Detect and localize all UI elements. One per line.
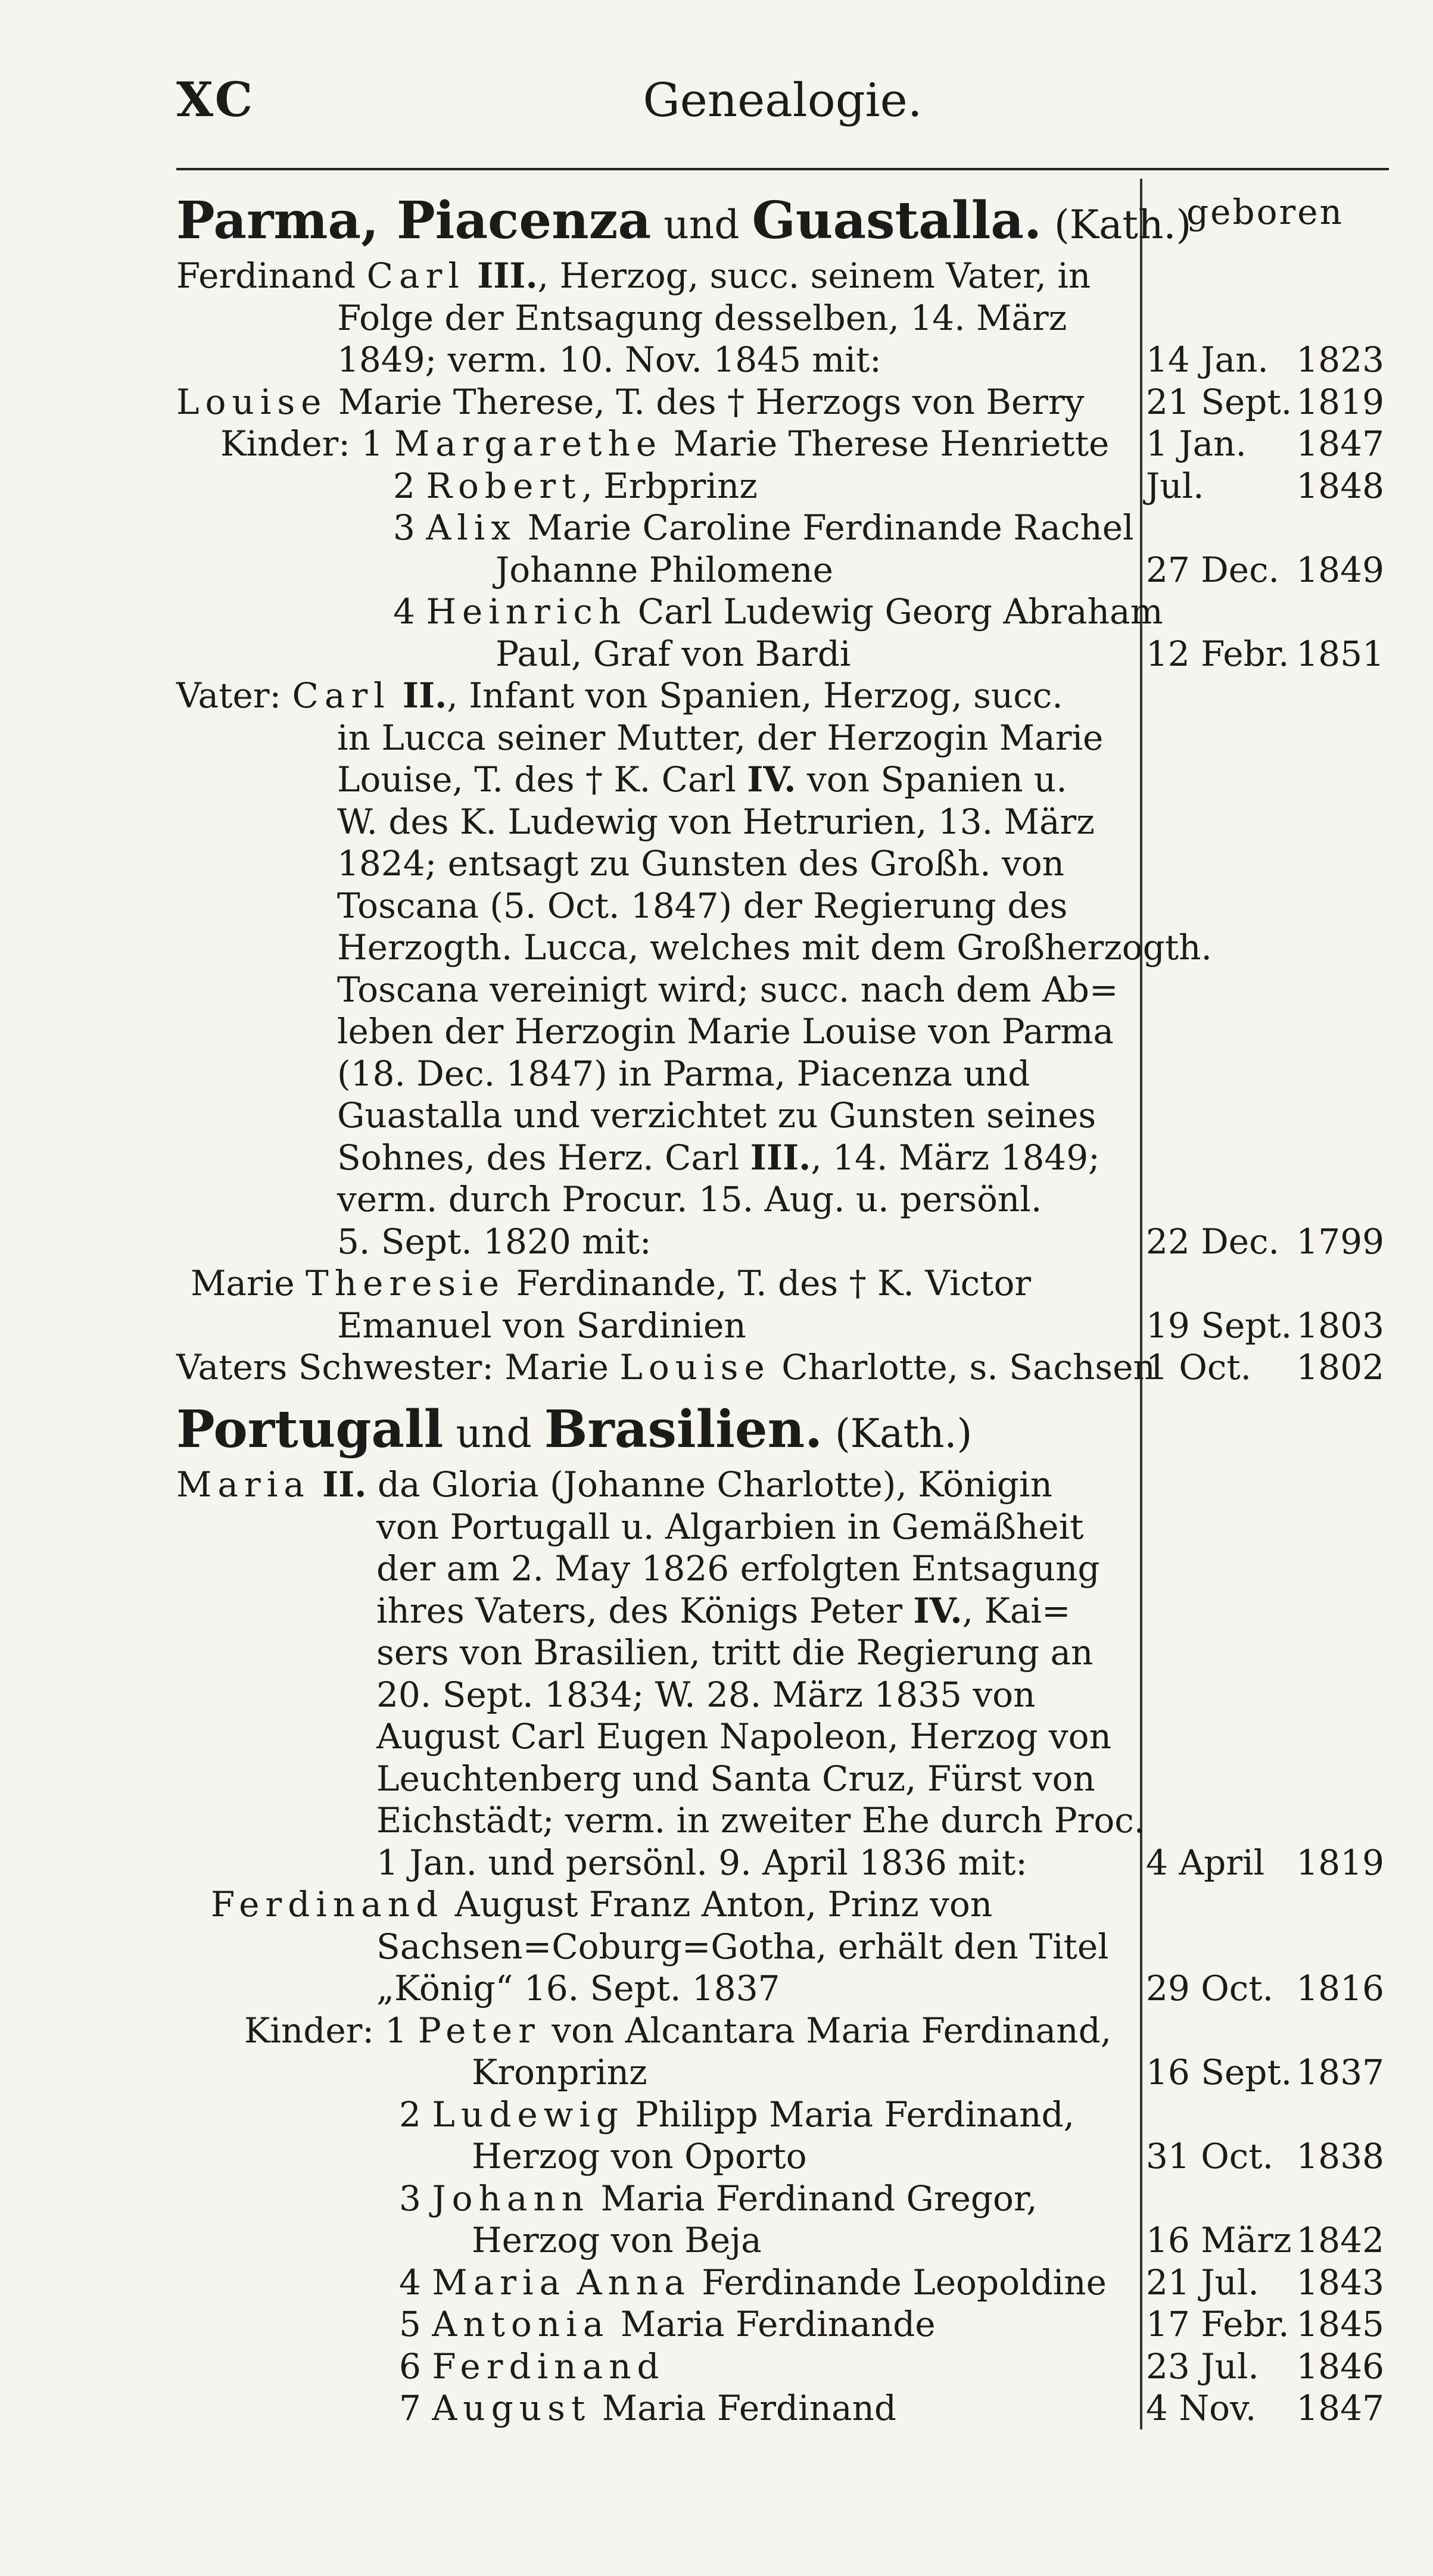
entry-text: [337, 717, 1135, 759]
entry-text: [376, 1800, 1145, 1841]
running-title: Genealogie.: [643, 74, 923, 127]
entry-line: [0, 1548, 1433, 1589]
entry-text-segment: Heinrich: [426, 591, 627, 632]
entry-line: [0, 717, 1433, 759]
entry-text-segment: , Erbprinz: [581, 465, 758, 506]
section-title: [176, 191, 1192, 251]
entry-line: [0, 843, 1433, 884]
entry-text-segment: Maria Ferdinande: [609, 2304, 936, 2344]
entry-text: [393, 465, 1135, 507]
entry-text: [399, 2303, 1135, 2345]
entry-text-segment: 20. Sept. 1834; W. 28. März 1835 von: [376, 1674, 1036, 1715]
entry-text: [472, 2135, 1135, 2177]
entry-text-segment: Ludewig: [432, 2094, 624, 2135]
birth-date: [1146, 339, 1390, 381]
entry-text-segment: 7: [399, 2388, 432, 2428]
entry-text: [376, 1674, 1135, 1716]
entry-text-segment: Vater:: [176, 675, 292, 716]
birth-date-year: 1819: [1296, 381, 1384, 422]
section-title-second: Brasilien.: [544, 1399, 823, 1459]
entry-text: [176, 381, 1135, 423]
entry-text: [337, 927, 1212, 968]
entry-text: [496, 549, 1135, 591]
entry-text-segment: 5: [399, 2304, 432, 2344]
entry-text-segment: Maria Ferdinand: [591, 2388, 897, 2428]
birth-date-year: 1816: [1296, 1968, 1384, 2009]
entry-text-segment: der am 2. May 1826 erfolgten Entsagung: [376, 1548, 1100, 1589]
entry-text-segment: Eichstädt; verm. in zweiter Ehe durch Proc.: [376, 1800, 1145, 1841]
section-title: [176, 1399, 1135, 1459]
entry-text-segment: Carl: [366, 255, 465, 296]
entry-text-segment: III.: [750, 1137, 811, 1178]
entry-line: [0, 759, 1433, 800]
entry-text-segment: Johann: [432, 2178, 590, 2219]
entry-text: [376, 1842, 1135, 1883]
entry-line: [0, 2303, 1433, 2345]
birth-date-day: 12 Febr.: [1146, 633, 1289, 674]
birth-date-day: 17 Febr.: [1146, 2304, 1289, 2344]
entry-text-segment: 1 Jan. und persönl. 9. April 1836 mit:: [376, 1842, 1027, 1883]
birth-date-year: 1837: [1296, 2052, 1384, 2092]
birth-date-year: 1838: [1296, 2136, 1384, 2176]
entry-text-segment: Ferdinand: [176, 255, 367, 296]
birth-date-day: Jul.: [1146, 465, 1204, 506]
birth-date-day: 4 April: [1146, 1842, 1265, 1883]
entry-text: [337, 1221, 1135, 1262]
entry-text-segment: Charlotte, s. Sachsen: [770, 1347, 1155, 1387]
entry-text-segment: sers von Brasilien, tritt die Regierung an: [376, 1632, 1094, 1673]
section-title-second: Guastalla.: [752, 191, 1042, 251]
birth-date-day: 14 Jan.: [1146, 339, 1269, 380]
entry-line: [0, 2094, 1433, 2135]
entry-text-segment: W. des K. Ludewig von Hetrurien, 13. März: [337, 801, 1095, 842]
entry-text-segment: , 14. März 1849;: [811, 1137, 1100, 1178]
entry-text: [176, 1346, 1155, 1388]
entry-text-segment: IV.: [747, 759, 796, 800]
entry-text-segment: Louise: [619, 1347, 771, 1387]
birth-date: [1146, 2387, 1390, 2429]
entry-line: [0, 1926, 1433, 1967]
entry-line: [0, 1967, 1433, 2009]
birth-date: [1146, 2051, 1390, 2093]
entry-text-segment: Louise, T. des † K. Carl: [337, 759, 747, 800]
birth-date-year: 1851: [1296, 633, 1384, 674]
entry-line: [0, 1506, 1433, 1548]
entry-text-segment: 4: [399, 2262, 432, 2303]
entry-line: [0, 1716, 1433, 1757]
entry-text: [191, 1262, 1135, 1304]
entry-text-segment: Antonia: [432, 2304, 610, 2344]
page-header: [176, 71, 1389, 143]
birth-date-day: 16 Sept.: [1146, 2052, 1292, 2092]
entry-text: [393, 591, 1163, 632]
entry-line: [0, 675, 1433, 716]
birth-date: [1146, 2262, 1390, 2303]
entry-text: [337, 969, 1135, 1011]
entry-text: [399, 2178, 1135, 2219]
birth-date-year: 1848: [1296, 465, 1384, 506]
entry-text-segment: 5. Sept. 1820 mit:: [337, 1221, 652, 1262]
entry-line: [0, 969, 1433, 1011]
entry-line: [0, 1464, 1433, 1505]
entry-text-segment: „König“ 16. Sept. 1837: [376, 1968, 780, 2009]
entry-text-segment: Guastalla und verzichtet zu Gunsten seines: [337, 1095, 1096, 1136]
entry-text-segment: August Franz Anton, Prinz von: [444, 1884, 993, 1925]
birth-date: [1146, 633, 1390, 675]
entry-line: [0, 801, 1433, 843]
entry-line: [0, 465, 1433, 507]
entry-text-segment: 6: [399, 2346, 432, 2387]
entry-line: [0, 633, 1433, 675]
entry-text-segment: Toscana vereinigt wird; succ. nach dem Ab=: [337, 969, 1119, 1010]
section-title-join: und: [651, 202, 752, 248]
entry-line: [0, 1590, 1433, 1632]
entry-text-segment: , Herzog, succ. seinem Vater, in: [537, 255, 1091, 296]
entry-line: [0, 381, 1433, 423]
entry-text: [337, 339, 1135, 381]
entry-text: [337, 1178, 1135, 1220]
entry-text-segment: Maria: [432, 2262, 566, 2303]
entry-text: [176, 255, 1135, 297]
section-title-main: Parma, Piacenza: [176, 191, 652, 251]
birth-date-day: 16 März: [1146, 2220, 1292, 2260]
entry-line: [0, 297, 1433, 339]
birth-date: [1146, 1305, 1390, 1346]
entry-text-segment: Marie: [191, 1263, 306, 1303]
entry-text-segment: leben der Herzogin Marie Louise von Parma: [337, 1011, 1114, 1052]
entry-line: [0, 591, 1433, 632]
entry-text: [337, 1011, 1135, 1052]
birth-date: [1146, 1346, 1390, 1388]
entry-text-segment: Marie Caroline Ferdinande Rachel: [516, 507, 1134, 548]
header-rule: [176, 168, 1389, 170]
entry-text-segment: Ferdinand: [211, 1884, 444, 1925]
entry-text-segment: Margarethe: [394, 423, 663, 464]
birth-date: [1146, 423, 1390, 464]
entry-text: [496, 633, 1135, 675]
entry-text-segment: 3: [399, 2178, 432, 2219]
birth-date-year: 1842: [1296, 2220, 1384, 2260]
entry-line: [0, 255, 1433, 297]
birth-date-year: 1847: [1296, 2388, 1384, 2428]
entry-text: [376, 1590, 1135, 1632]
entry-text: [337, 297, 1135, 339]
birth-date-year: 1819: [1296, 1842, 1384, 1883]
entry-text-segment: 4: [393, 591, 426, 632]
entry-text-segment: Robert: [426, 465, 582, 506]
entry-line: [0, 1011, 1433, 1052]
entry-line: [0, 1800, 1433, 1841]
entry-text: [399, 2387, 1135, 2429]
entry-text-segment: III.: [465, 255, 538, 296]
entry-text: [376, 1506, 1135, 1548]
entry-line: [0, 1883, 1433, 1925]
birth-date-day: 29 Oct.: [1146, 1968, 1274, 2009]
entry-text: [399, 2346, 1135, 2387]
section-title-note: (Kath.): [1042, 202, 1192, 248]
entry-text-segment: 3: [393, 507, 426, 548]
entry-text-segment: 2: [399, 2094, 432, 2135]
entry-line: [0, 1053, 1433, 1094]
entry-text-segment: Sohnes, des Herz. Carl: [337, 1137, 750, 1178]
birth-date: [1146, 2219, 1390, 2261]
birth-date: [1146, 465, 1390, 507]
entry-text-segment: Kinder: 1: [220, 423, 394, 464]
entry-text-segment: 1849; verm. 10. Nov. 1845 mit:: [337, 339, 881, 380]
entry-text: [244, 2010, 1135, 2051]
entry-text-segment: Johanne Philomene: [496, 549, 833, 590]
entry-text-segment: Peter: [418, 2010, 541, 2051]
birth-date: [1146, 2135, 1390, 2177]
entry-text-segment: II.: [390, 675, 447, 716]
entry-text-segment: Ferdinand: [432, 2346, 665, 2387]
birth-date: [1146, 1842, 1390, 1883]
entry-line: [0, 1262, 1433, 1304]
entry-text-segment: Herzog von Beja: [472, 2220, 762, 2260]
entry-text: [337, 801, 1135, 843]
entry-line: [0, 1632, 1433, 1673]
entry-text-segment: Maria Ferdinand Gregor,: [590, 2178, 1038, 2219]
birth-date-day: 22 Dec.: [1146, 1221, 1279, 1262]
birth-date-day: 1 Oct.: [1146, 1347, 1252, 1387]
entry-line: [0, 927, 1433, 968]
birth-date: [1146, 2346, 1390, 2387]
birth-date-year: 1847: [1296, 423, 1384, 464]
entry-text-segment: Herzogth. Lucca, welches mit dem Großherzogth.: [337, 927, 1212, 968]
entry-text: [176, 675, 1135, 716]
entry-text-segment: Maria: [176, 1464, 310, 1505]
birth-date-day: 1 Jan.: [1146, 423, 1247, 464]
entry-text-segment: Theresie: [306, 1263, 506, 1303]
entry-text: [472, 2219, 1135, 2261]
entry-text: [376, 1967, 1135, 2009]
entry-text-segment: Marie Therese, T. des † Herzogs von Berry: [327, 381, 1085, 422]
entry-text-segment: Toscana (5. Oct. 1847) der Regierung des: [337, 885, 1068, 926]
entry-text-segment: 1824; entsagt zu Gunsten des Großh. von: [337, 843, 1065, 884]
entry-text: [176, 1464, 1135, 1505]
entry-line: [0, 339, 1433, 381]
entry-text-segment: Vaters Schwester: Marie: [176, 1347, 620, 1387]
entry-text-segment: Marie Therese Henriette: [662, 423, 1110, 464]
birth-date-year: 1849: [1296, 549, 1384, 590]
section-title-main: Portugall: [176, 1399, 444, 1459]
birth-date-day: 31 Oct.: [1146, 2136, 1274, 2176]
entry-text: [337, 1053, 1135, 1094]
section-title-join: und: [443, 1411, 544, 1457]
entry-text: [220, 423, 1135, 464]
entry-text: [376, 1926, 1135, 1967]
entry-text: [337, 759, 1135, 800]
entry-text-segment: [566, 2262, 577, 2303]
entry-text-segment: 2: [393, 465, 426, 506]
entry-text-segment: ihres Vaters, des Königs Peter: [376, 1590, 914, 1631]
entry-text-segment: verm. durch Procur. 15. Aug. u. persönl.: [337, 1179, 1042, 1220]
birth-date-year: 1823: [1296, 339, 1384, 380]
entry-line: [0, 885, 1433, 927]
birth-date-year: 1802: [1296, 1347, 1384, 1387]
entry-text-segment: Carl Ludewig Georg Abraham: [627, 591, 1163, 632]
entry-text-segment: von Portugall u. Algarbien in Gemäßheit: [376, 1506, 1084, 1547]
section-title-note: (Kath.): [823, 1411, 973, 1457]
entry-line: [0, 1305, 1433, 1346]
entry-text: [337, 1094, 1135, 1136]
entry-text-segment: von Alcantara Maria Ferdinand,: [540, 2010, 1112, 2051]
entry-text-segment: von Spanien u.: [796, 759, 1067, 800]
entry-line: [0, 549, 1433, 591]
entry-text: [337, 885, 1135, 927]
entry-text-segment: Sachsen=Coburg=Gotha, erhält den Titel: [376, 1926, 1109, 1967]
entry-text-segment: , Infant von Spanien, Herzog, succ.: [447, 675, 1063, 716]
birth-date-year: 1803: [1296, 1305, 1384, 1346]
entry-text: [376, 1758, 1135, 1800]
birth-column-header: geboren: [1186, 192, 1344, 232]
entry-text-segment: Leuchtenberg und Santa Cruz, Fürst von: [376, 1758, 1095, 1799]
entry-text-segment: (18. Dec. 1847) in Parma, Piacenza und: [337, 1053, 1030, 1094]
entry-line: [0, 1178, 1433, 1220]
entry-text: [376, 1548, 1135, 1589]
birth-date-year: 1843: [1296, 2262, 1384, 2303]
entry-text-segment: Anna: [577, 2262, 691, 2303]
birth-date-day: 4 Nov.: [1146, 2388, 1257, 2428]
entry-text-segment: Philipp Maria Ferdinand,: [624, 2094, 1075, 2135]
birth-date: [1146, 381, 1390, 423]
page-number: XC: [176, 71, 256, 127]
entry-line: [0, 2051, 1433, 2093]
entry-text-segment: August: [432, 2388, 591, 2428]
entry-line: [0, 1842, 1433, 1883]
entry-text: [337, 1137, 1135, 1178]
entry-line: [0, 2010, 1433, 2051]
entry-text-segment: II.: [310, 1464, 367, 1505]
entry-text-segment: da Gloria (Johanne Charlotte), Königin: [366, 1464, 1052, 1505]
entry-line: [0, 2262, 1433, 2303]
entry-line: [0, 1758, 1433, 1800]
birth-date: [1146, 549, 1390, 591]
entry-text-segment: Folge der Entsagung desselben, 14. März: [337, 297, 1067, 338]
birth-date-day: 21 Sept.: [1146, 381, 1292, 422]
entry-text-segment: Carl: [292, 675, 391, 716]
entry-text-segment: August Carl Eugen Napoleon, Herzog von: [376, 1716, 1111, 1757]
birth-date-day: 23 Jul.: [1146, 2346, 1259, 2387]
birth-date-year: 1845: [1296, 2304, 1384, 2344]
birth-date-day: 21 Jul.: [1146, 2262, 1259, 2303]
birth-date-day: 27 Dec.: [1146, 549, 1279, 590]
entry-line: [0, 1137, 1433, 1178]
entry-line: [0, 423, 1433, 464]
entry-text: [211, 1883, 1135, 1925]
entry-text-segment: IV.: [913, 1590, 962, 1631]
birth-date: [1146, 2303, 1390, 2345]
entry-line: [0, 507, 1433, 548]
entry-line: [0, 2219, 1433, 2261]
entry-line: [0, 2178, 1433, 2219]
entry-text-segment: Emanuel von Sardinien: [337, 1305, 746, 1346]
entry-text: [337, 1305, 1135, 1346]
entry-text-segment: Herzog von Oporto: [472, 2136, 807, 2176]
entry-text-segment: Kinder: 1: [244, 2010, 418, 2051]
birth-date-year: 1799: [1296, 1221, 1384, 1262]
entry-text-segment: Kronprinz: [472, 2052, 647, 2092]
birth-date: [1146, 1967, 1390, 2009]
entry-text-segment: Paul, Graf von Bardi: [496, 633, 851, 674]
entry-line: [0, 2346, 1433, 2387]
entry-line: [0, 1346, 1433, 1388]
entry-text-segment: Louise: [176, 381, 328, 422]
entry-text-segment: in Lucca seiner Mutter, der Herzogin Marie: [337, 717, 1104, 758]
entry-text: [337, 843, 1135, 884]
entry-text-segment: Ferdinande Leopoldine: [690, 2262, 1107, 2303]
entry-text: [399, 2094, 1135, 2135]
entry-text-segment: , Kai=: [962, 1590, 1071, 1631]
entry-line: [0, 1674, 1433, 1716]
birth-date-day: 19 Sept.: [1146, 1305, 1292, 1346]
entry-line: [0, 2387, 1433, 2429]
entry-line: [0, 2135, 1433, 2177]
entry-text-segment: Ferdinande, T. des † K. Victor: [505, 1263, 1032, 1303]
entry-text: [399, 2262, 1135, 2303]
entry-text: [393, 507, 1135, 548]
entry-text: [376, 1716, 1135, 1757]
entry-line: [0, 1094, 1433, 1136]
birth-date: [1146, 1221, 1390, 1262]
entry-text: [376, 1632, 1135, 1673]
birth-date-year: 1846: [1296, 2346, 1384, 2387]
entry-line: [0, 1221, 1433, 1262]
entry-text-segment: Alix: [426, 507, 517, 548]
entry-text: [472, 2051, 1135, 2093]
